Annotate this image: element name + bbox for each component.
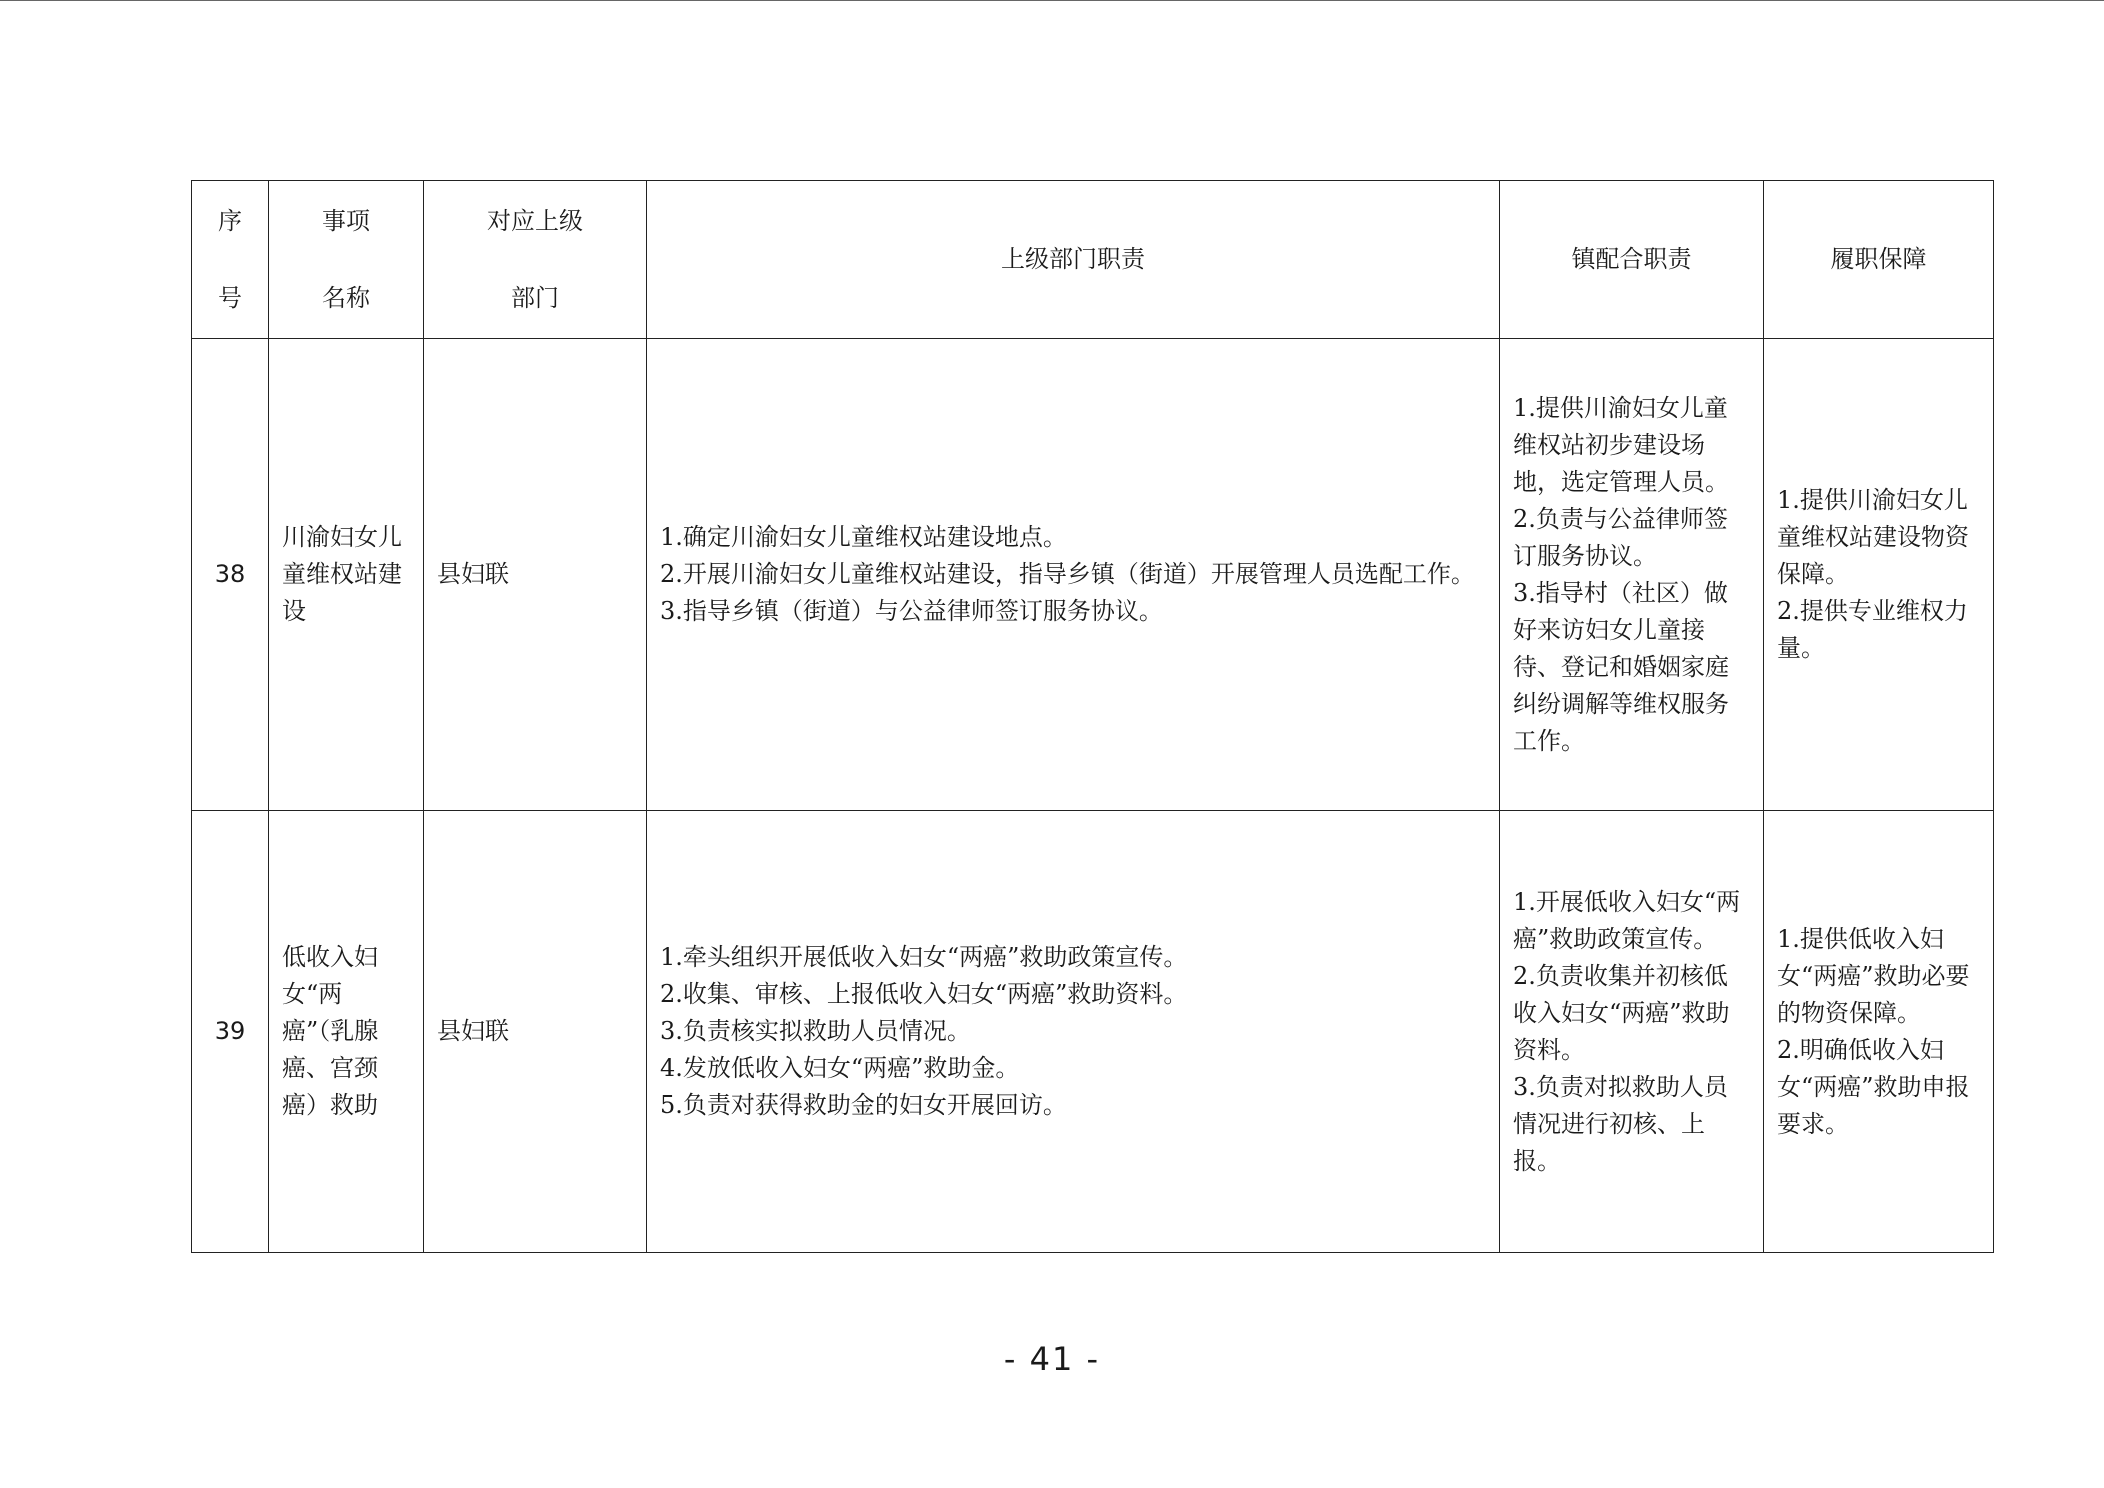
table-row xyxy=(192,811,1994,1253)
header-seq-line1: 序 xyxy=(218,206,242,235)
header-item-name xyxy=(269,181,424,339)
row-upper-duty xyxy=(647,811,1500,1253)
upper-duty-item: 2.收集、审核、上报低收入妇女“两癌”救助资料。 xyxy=(660,980,1188,1008)
header-item-line2: 名称 xyxy=(322,283,370,312)
row-guarantee xyxy=(1764,811,1994,1253)
town-duty-item: 1.开展低收入妇女“两癌”救助政策宣传。 xyxy=(1513,887,1741,953)
upper-duty-item: 3.负责核实拟救助人员情况。 xyxy=(660,1017,971,1045)
guarantee-item: 2.提供专业维权力量。 xyxy=(1777,597,1968,662)
upper-duty-item: 3.指导乡镇（街道）与公益律师签订服务协议。 xyxy=(660,597,1163,625)
row-guarantee xyxy=(1764,339,1994,811)
row-item-name: 低收入妇女“两癌”（乳腺癌、宫颈癌）救助 xyxy=(269,811,424,1253)
upper-duty-item: 4.发放低收入妇女“两癌”救助金。 xyxy=(660,1054,1020,1082)
upper-duty-item: 1.牵头组织开展低收入妇女“两癌”救助政策宣传。 xyxy=(660,943,1188,971)
table-header-row xyxy=(192,181,1994,339)
header-dept-line1: 对应上级 xyxy=(487,206,583,235)
header-item-line1: 事项 xyxy=(322,206,370,235)
town-duty-item: 3.指导村（社区）做好来访妇女儿童接待、登记和婚姻家庭纠纷调解等维权服务工作。 xyxy=(1513,578,1729,755)
town-duty-item: 2.负责与公益律师签订服务协议。 xyxy=(1513,504,1728,570)
row-seq: 39 xyxy=(192,811,269,1253)
row-seq: 38 xyxy=(192,339,269,811)
page-number: - 41 - xyxy=(1003,1340,1101,1378)
upper-duty-item: 1.确定川渝妇女儿童维权站建设地点。 xyxy=(660,523,1067,551)
town-duty-item: 3.负责对拟救助人员情况进行初核、上报。 xyxy=(1513,1072,1728,1175)
row-item-name: 川渝妇女儿童维权站建设 xyxy=(269,339,424,811)
row-upper-duty xyxy=(647,339,1500,811)
row-dept: 县妇联 xyxy=(424,811,647,1253)
guarantee-item: 1.提供低收入妇女“两癌”救助必要的物资保障。 xyxy=(1777,924,1970,1027)
header-dept-line2: 部门 xyxy=(511,283,559,312)
header-town-duty: 镇配合职责 xyxy=(1500,181,1764,339)
upper-duty-item: 5.负责对获得救助金的妇女开展回访。 xyxy=(660,1091,1067,1119)
table-row xyxy=(192,339,1994,811)
upper-duty-item: 2.开展川渝妇女儿童维权站建设，指导乡镇（街道）开展管理人员选配工作。 xyxy=(660,560,1475,588)
town-duty-item: 2.负责收集并初核低收入妇女“两癌”救助资料。 xyxy=(1513,961,1730,1064)
guarantee-item: 2.明确低收入妇女“两癌”救助申报要求。 xyxy=(1777,1035,1970,1138)
town-duty-item: 1.提供川渝妇女儿童维权站初步建设场地，选定管理人员。 xyxy=(1513,393,1729,496)
row-dept: 县妇联 xyxy=(424,339,647,811)
duty-table xyxy=(191,180,1994,1253)
header-seq xyxy=(192,181,269,339)
guarantee-item: 1.提供川渝妇女儿童维权站建设物资保障。 xyxy=(1777,486,1969,588)
page-top-edge xyxy=(0,0,2104,1)
row-town-duty xyxy=(1500,339,1764,811)
row-town-duty xyxy=(1500,811,1764,1253)
header-guarantee: 履职保障 xyxy=(1764,181,1994,339)
header-seq-line2: 号 xyxy=(218,283,242,312)
header-upper-duty: 上级部门职责 xyxy=(647,181,1500,339)
header-dept xyxy=(424,181,647,339)
